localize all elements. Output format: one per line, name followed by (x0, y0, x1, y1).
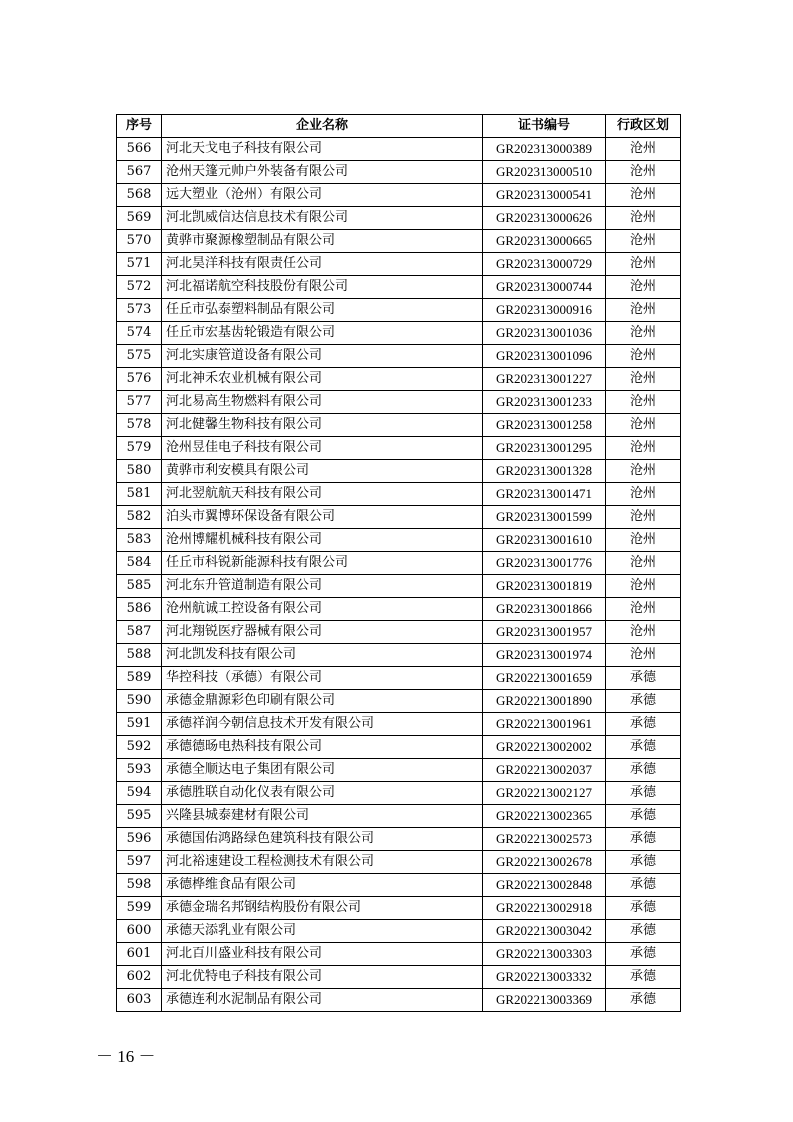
table-row (117, 874, 681, 897)
row-certificate-number: GR202313000510 (483, 161, 606, 184)
row-serial: 603 (117, 989, 162, 1012)
row-serial: 577 (117, 391, 162, 414)
row-region: 沧州 (606, 138, 681, 161)
row-certificate-number: GR202213003042 (483, 920, 606, 943)
table-row (117, 437, 681, 460)
table-row (117, 598, 681, 621)
row-serial: 581 (117, 483, 162, 506)
row-company-name: 河北福诺航空科技股份有限公司 (162, 276, 483, 299)
row-certificate-number: GR202313000541 (483, 184, 606, 207)
row-serial: 576 (117, 368, 162, 391)
row-region: 沧州 (606, 161, 681, 184)
row-region: 承德 (606, 805, 681, 828)
row-serial: 573 (117, 299, 162, 322)
row-certificate-number: GR202213001659 (483, 667, 606, 690)
row-region: 承德 (606, 851, 681, 874)
table-row (117, 345, 681, 368)
row-serial: 582 (117, 506, 162, 529)
row-certificate-number: GR202213002918 (483, 897, 606, 920)
table-row (117, 782, 681, 805)
row-company-name: 河北裕速建设工程检测技术有限公司 (162, 851, 483, 874)
row-serial: 589 (117, 667, 162, 690)
table-row (117, 736, 681, 759)
row-certificate-number: GR202313000665 (483, 230, 606, 253)
row-company-name: 华控科技（承德）有限公司 (162, 667, 483, 690)
row-certificate-number: GR202213002127 (483, 782, 606, 805)
row-region: 承德 (606, 690, 681, 713)
row-serial: 595 (117, 805, 162, 828)
table-row (117, 759, 681, 782)
header-serial: 序号 (117, 115, 162, 138)
row-certificate-number: GR202213002365 (483, 805, 606, 828)
row-region: 承德 (606, 713, 681, 736)
row-certificate-number: GR202213002037 (483, 759, 606, 782)
row-company-name: 河北天戈电子科技有限公司 (162, 138, 483, 161)
row-serial: 602 (117, 966, 162, 989)
row-company-name: 沧州昱佳电子科技有限公司 (162, 437, 483, 460)
row-region: 承德 (606, 782, 681, 805)
row-region: 承德 (606, 966, 681, 989)
table-row (117, 920, 681, 943)
table-row (117, 552, 681, 575)
row-region: 沧州 (606, 506, 681, 529)
header-certificate-number: 证书编号 (483, 115, 606, 138)
table-row (117, 138, 681, 161)
row-company-name: 泊头市翼博环保设备有限公司 (162, 506, 483, 529)
row-certificate-number: GR202213002573 (483, 828, 606, 851)
table-row (117, 230, 681, 253)
row-region: 沧州 (606, 437, 681, 460)
row-serial: 588 (117, 644, 162, 667)
row-region: 承德 (606, 943, 681, 966)
table-row (117, 805, 681, 828)
header-region: 行政区划 (606, 115, 681, 138)
row-certificate-number: GR202313001776 (483, 552, 606, 575)
row-certificate-number: GR202213002848 (483, 874, 606, 897)
table-row (117, 713, 681, 736)
row-region: 承德 (606, 736, 681, 759)
row-serial: 569 (117, 207, 162, 230)
row-serial: 570 (117, 230, 162, 253)
row-region: 沧州 (606, 184, 681, 207)
row-certificate-number: GR202213002002 (483, 736, 606, 759)
row-region: 承德 (606, 828, 681, 851)
row-certificate-number: GR202313001227 (483, 368, 606, 391)
table-row (117, 322, 681, 345)
table-row (117, 460, 681, 483)
row-company-name: 任丘市科锐新能源科技有限公司 (162, 552, 483, 575)
row-certificate-number: GR202313001819 (483, 575, 606, 598)
enterprise-table (116, 114, 681, 1012)
row-certificate-number: GR202313000916 (483, 299, 606, 322)
table-row (117, 897, 681, 920)
row-certificate-number: GR202313000626 (483, 207, 606, 230)
row-company-name: 承德祥润今朝信息技术开发有限公司 (162, 713, 483, 736)
row-serial: 584 (117, 552, 162, 575)
row-serial: 599 (117, 897, 162, 920)
row-company-name: 河北健馨生物科技有限公司 (162, 414, 483, 437)
table-row (117, 207, 681, 230)
row-certificate-number: GR202313001599 (483, 506, 606, 529)
row-company-name: 兴隆县城泰建材有限公司 (162, 805, 483, 828)
row-certificate-number: GR202213003303 (483, 943, 606, 966)
row-serial: 593 (117, 759, 162, 782)
row-company-name: 承德国佑鸿路绿色建筑科技有限公司 (162, 828, 483, 851)
row-company-name: 承德德旸电热科技有限公司 (162, 736, 483, 759)
row-company-name: 承德金瑞名邦钢结构股份有限公司 (162, 897, 483, 920)
row-company-name: 承德全顺达电子集团有限公司 (162, 759, 483, 782)
row-company-name: 承德天添乳业有限公司 (162, 920, 483, 943)
row-certificate-number: GR202313001610 (483, 529, 606, 552)
row-serial: 585 (117, 575, 162, 598)
row-certificate-number: GR202213003332 (483, 966, 606, 989)
row-region: 沧州 (606, 253, 681, 276)
row-region: 沧州 (606, 345, 681, 368)
table-row (117, 644, 681, 667)
row-certificate-number: GR202313001036 (483, 322, 606, 345)
row-certificate-number: GR202213001890 (483, 690, 606, 713)
row-certificate-number: GR202313000744 (483, 276, 606, 299)
table-row (117, 506, 681, 529)
row-region: 承德 (606, 667, 681, 690)
row-serial: 566 (117, 138, 162, 161)
row-company-name: 远大塑业（沧州）有限公司 (162, 184, 483, 207)
table-row (117, 184, 681, 207)
row-region: 沧州 (606, 207, 681, 230)
row-company-name: 河北凯发科技有限公司 (162, 644, 483, 667)
row-region: 沧州 (606, 299, 681, 322)
row-certificate-number: GR202213003369 (483, 989, 606, 1012)
row-region: 沧州 (606, 552, 681, 575)
table-row (117, 943, 681, 966)
row-serial: 600 (117, 920, 162, 943)
row-region: 沧州 (606, 230, 681, 253)
row-serial: 591 (117, 713, 162, 736)
row-serial: 583 (117, 529, 162, 552)
row-certificate-number: GR202313001258 (483, 414, 606, 437)
row-certificate-number: GR202313000389 (483, 138, 606, 161)
table-row (117, 690, 681, 713)
row-company-name: 河北翌航航天科技有限公司 (162, 483, 483, 506)
row-serial: 568 (117, 184, 162, 207)
row-serial: 587 (117, 621, 162, 644)
row-company-name: 沧州航诚工控设备有限公司 (162, 598, 483, 621)
row-region: 沧州 (606, 598, 681, 621)
row-certificate-number: GR202313001096 (483, 345, 606, 368)
table-row (117, 828, 681, 851)
table-row (117, 621, 681, 644)
row-company-name: 黄骅市利安模具有限公司 (162, 460, 483, 483)
row-region: 沧州 (606, 621, 681, 644)
row-serial: 575 (117, 345, 162, 368)
row-certificate-number: GR202313000729 (483, 253, 606, 276)
row-region: 承德 (606, 874, 681, 897)
row-company-name: 沧州天篷元帅户外装备有限公司 (162, 161, 483, 184)
row-company-name: 河北易高生物燃料有限公司 (162, 391, 483, 414)
table-row (117, 161, 681, 184)
row-serial: 579 (117, 437, 162, 460)
row-certificate-number: GR202213002678 (483, 851, 606, 874)
row-company-name: 任丘市弘泰塑料制品有限公司 (162, 299, 483, 322)
page-number: － 16 － (96, 1047, 156, 1066)
row-region: 沧州 (606, 391, 681, 414)
row-region: 沧州 (606, 460, 681, 483)
table-row (117, 368, 681, 391)
row-serial: 594 (117, 782, 162, 805)
row-serial: 598 (117, 874, 162, 897)
row-region: 承德 (606, 920, 681, 943)
table-row (117, 667, 681, 690)
row-certificate-number: GR202313001233 (483, 391, 606, 414)
row-company-name: 承德桦维食品有限公司 (162, 874, 483, 897)
row-serial: 596 (117, 828, 162, 851)
header-company-name: 企业名称 (162, 115, 483, 138)
table-row (117, 253, 681, 276)
table-row (117, 299, 681, 322)
row-serial: 601 (117, 943, 162, 966)
row-company-name: 河北凯威信达信息技术有限公司 (162, 207, 483, 230)
row-serial: 572 (117, 276, 162, 299)
row-region: 沧州 (606, 644, 681, 667)
row-serial: 592 (117, 736, 162, 759)
row-certificate-number: GR202313001295 (483, 437, 606, 460)
table-row (117, 851, 681, 874)
row-region: 承德 (606, 897, 681, 920)
row-company-name: 河北优特电子科技有限公司 (162, 966, 483, 989)
row-company-name: 黄骅市聚源橡塑制品有限公司 (162, 230, 483, 253)
table-body (117, 138, 681, 1012)
row-region: 承德 (606, 759, 681, 782)
row-certificate-number: GR202313001974 (483, 644, 606, 667)
row-certificate-number: GR202313001471 (483, 483, 606, 506)
row-region: 沧州 (606, 322, 681, 345)
table-row (117, 414, 681, 437)
row-company-name: 河北百川盛业科技有限公司 (162, 943, 483, 966)
row-company-name: 承德胜联自动化仪表有限公司 (162, 782, 483, 805)
table-header-row (117, 115, 681, 138)
table-row (117, 276, 681, 299)
table-row (117, 966, 681, 989)
row-serial: 586 (117, 598, 162, 621)
row-serial: 571 (117, 253, 162, 276)
row-company-name: 承德连利水泥制品有限公司 (162, 989, 483, 1012)
table-row (117, 529, 681, 552)
row-company-name: 河北实康管道设备有限公司 (162, 345, 483, 368)
row-region: 沧州 (606, 368, 681, 391)
row-serial: 580 (117, 460, 162, 483)
row-certificate-number: GR202313001957 (483, 621, 606, 644)
row-company-name: 承德金鼎源彩色印刷有限公司 (162, 690, 483, 713)
row-region: 沧州 (606, 575, 681, 598)
row-company-name: 任丘市宏基齿轮锻造有限公司 (162, 322, 483, 345)
row-serial: 597 (117, 851, 162, 874)
row-region: 沧州 (606, 276, 681, 299)
table-row (117, 989, 681, 1012)
row-region: 沧州 (606, 529, 681, 552)
row-certificate-number: GR202213001961 (483, 713, 606, 736)
row-company-name: 河北神禾农业机械有限公司 (162, 368, 483, 391)
row-company-name: 河北翔锐医疗器械有限公司 (162, 621, 483, 644)
row-company-name: 沧州博耀机械科技有限公司 (162, 529, 483, 552)
row-region: 承德 (606, 989, 681, 1012)
table-row (117, 575, 681, 598)
row-region: 沧州 (606, 414, 681, 437)
row-serial: 574 (117, 322, 162, 345)
table-row (117, 483, 681, 506)
row-certificate-number: GR202313001328 (483, 460, 606, 483)
row-certificate-number: GR202313001866 (483, 598, 606, 621)
table-row (117, 391, 681, 414)
row-company-name: 河北昊洋科技有限责任公司 (162, 253, 483, 276)
row-serial: 590 (117, 690, 162, 713)
row-company-name: 河北东升管道制造有限公司 (162, 575, 483, 598)
row-region: 沧州 (606, 483, 681, 506)
row-serial: 578 (117, 414, 162, 437)
row-serial: 567 (117, 161, 162, 184)
